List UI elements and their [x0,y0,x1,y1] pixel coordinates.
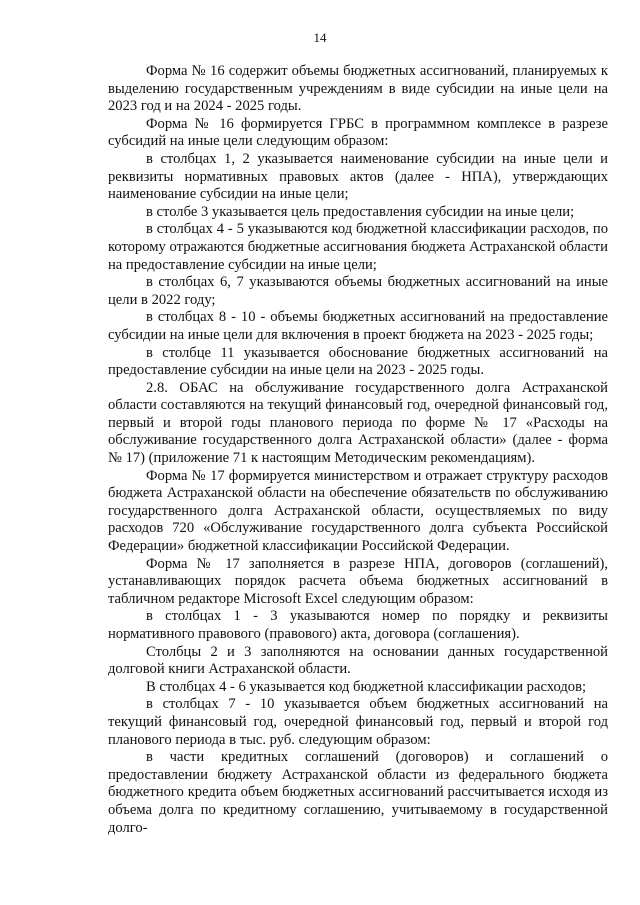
paragraph: Столбцы 2 и 3 заполняются на основании данных государственной долговой книги Астраханской области. [108,643,608,678]
paragraph: в столбце 11 указывается обоснование бюджетных ассигнований на предоставление субсидии на иные цели на 2023 - 2025 годы. [108,344,608,379]
paragraph: в столбцах 6, 7 указываются объемы бюджетных ассигнований на иные цели в 2022 году; [108,274,608,308]
paragraph: Форма № 17 заполняется в разрезе НПА, договоров (соглашений), устанавливающих порядок расчета объема бюджетных ассигнований в табличном редакторе Microsoft Excel следующим образом: [108,555,608,607]
document-body [108,63,608,837]
paragraph: в столбе 3 указывается цель предоставления субсидии на иные цели; [146,203,575,220]
paragraph: 2.8. ОБАС на обслуживание государственного долга Астраханской области составляются на текущий финансовый год, очередной финансовый год, первый и второй годы планового периода по форме № 17 «Расходы на обслуживание государственного долга Астраханской области» (далее - форма № 17) (приложение 71 к настоящим Методическим рекомендациям). [108,379,608,467]
page-number: 14 [313,30,327,45]
paragraph: в части кредитных соглашений (договоров) и соглашений о предоставлении бюджету Астраханской области из федерального бюджета бюджетного кредита объем бюджетных ассигнований рассчитывается исходя из объема долга по кредитному соглашению, учитываемому в государственной долго- [108,749,608,836]
paragraph: В столбцах 4 - 6 указывается код бюджетной классификации расходов; [146,678,587,695]
paragraph: Форма № 16 содержит объемы бюджетных ассигнований, планируемых к выделению государственным учреждениям в виде субсидии на иные цели на 2023 год и на 2024 - 2025 годы. [108,63,608,115]
paragraph: в столбцах 4 - 5 указываются код бюджетной классификации расходов, по которому отражаются бюджетные ассигнования бюджета Астраханской области на предоставление субсидии на иные цели; [108,221,608,273]
paragraph: в столбцах 1 - 3 указываются номер по порядку и реквизиты нормативного правового (правового) акта, договора (соглашения). [108,608,608,642]
paragraph: в столбцах 7 - 10 указывается объем бюджетных ассигнований на текущий финансовый год, очередной финансовый год, первый и второй год планового периода в тыс. руб. следующим образом: [108,696,608,748]
paragraph: Форма № 17 формируется министерством и отражает структуру расходов бюджета Астраханской области на обеспечение обязательств по обслуживанию государственного долга Астраханской области, осуществляемых по виду расходов 720 «Обслуживание государственного долга субъекта Российской Федерации» бюджетной классификации Российской Федерации. [108,467,608,555]
paragraph: в столбцах 8 - 10 - объемы бюджетных ассигнований на предоставление субсидии на иные цели для включения в проект бюджета на 2023 - 2025 годы; [108,309,608,343]
paragraph: в столбцах 1, 2 указывается наименование субсидии на иные цели и реквизиты нормативных правовых актов (далее - НПА), утверждающих наименование субсидии на иные цели; [108,150,608,203]
paragraph: Форма № 16 формируется ГРБС в программном комплексе в разрезе субсидий на иные цели следующим образом: [108,115,608,150]
